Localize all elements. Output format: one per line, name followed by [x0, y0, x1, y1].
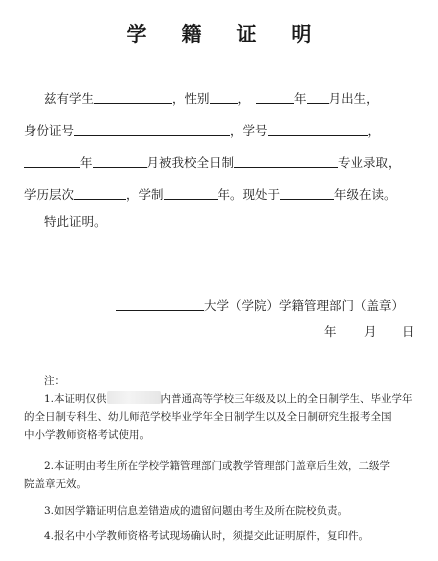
label-comma: ，: [237, 91, 251, 106]
birth-month-field[interactable]: [307, 91, 329, 104]
student-name-field[interactable]: [94, 91, 172, 104]
major-field[interactable]: [234, 155, 338, 168]
label-year: 年: [294, 91, 307, 106]
student-number-field[interactable]: [268, 123, 368, 136]
page-title: 学 籍 证 明: [126, 22, 326, 46]
label-comma-2: ，: [367, 123, 381, 138]
note-1-line-2: 的全日制专科生、幼儿师范学校毕业学年全日制学生以及全日制研究生报考全国: [24, 411, 392, 423]
date-day-label: 日: [402, 324, 415, 339]
gender-field[interactable]: [210, 91, 238, 104]
date-year-label: 年: [324, 324, 337, 339]
note-2-line-2: 院盖章无效。: [24, 478, 87, 490]
label-enroll-month: 月被我校全日制: [146, 155, 235, 170]
label-student: 兹有学生: [44, 91, 95, 106]
note-1-line-3: 中小学教师资格考试使用。: [24, 429, 150, 441]
body-line-4: [24, 185, 397, 203]
label-current: 年。现处于: [217, 187, 281, 202]
note-3: 3.如因学籍证明信息差错造成的遗留问题由考生及所在院校负责。: [44, 505, 349, 517]
label-education-level: 学历层次: [24, 187, 75, 202]
label-duration: ，学制: [126, 187, 164, 202]
note-1-text-b: 内普通高等学校三年级及以上的全日制学生、毕业学年: [160, 393, 413, 405]
duration-field[interactable]: [164, 187, 218, 200]
redaction-mark: [107, 391, 161, 404]
body-line-5: 特此证明。: [44, 214, 107, 229]
body-line-1: [44, 89, 379, 107]
note-2-line-1: 2.本证明由考生所在学校学籍管理部门或教学管理部门盖章后生效，二级学: [44, 460, 391, 472]
body-line-2: [24, 121, 380, 139]
label-gender: ，性别: [172, 91, 210, 106]
label-id-number: 身份证号: [24, 123, 75, 138]
date-month-label: 月: [364, 324, 377, 339]
label-major: 专业录取，: [338, 155, 401, 170]
label-grade: 年级在读。: [334, 187, 397, 202]
education-level-field[interactable]: [74, 187, 126, 200]
university-name-field[interactable]: [116, 298, 204, 311]
note-1-line-1: [44, 391, 413, 406]
label-enroll-year: 年: [80, 155, 93, 170]
note-1-text-a: 1.本证明仅供: [44, 393, 107, 405]
birth-year-field[interactable]: [256, 91, 294, 104]
notes-label: 注：: [44, 375, 65, 387]
label-student-number: ，学号: [230, 123, 268, 138]
enroll-year-field[interactable]: [24, 155, 80, 168]
id-number-field[interactable]: [74, 123, 230, 136]
label-month-born: 月出生，: [328, 91, 379, 106]
grade-field[interactable]: [280, 187, 334, 200]
signature-line: [116, 296, 404, 314]
signature-org: 大学（学院）学籍管理部门（盖章）: [204, 298, 405, 313]
note-4: 4.报名中小学教师资格考试现场确认时，须提交此证明原件，复印件。: [44, 530, 370, 542]
enroll-month-field[interactable]: [93, 155, 147, 168]
body-line-3: [24, 153, 401, 171]
